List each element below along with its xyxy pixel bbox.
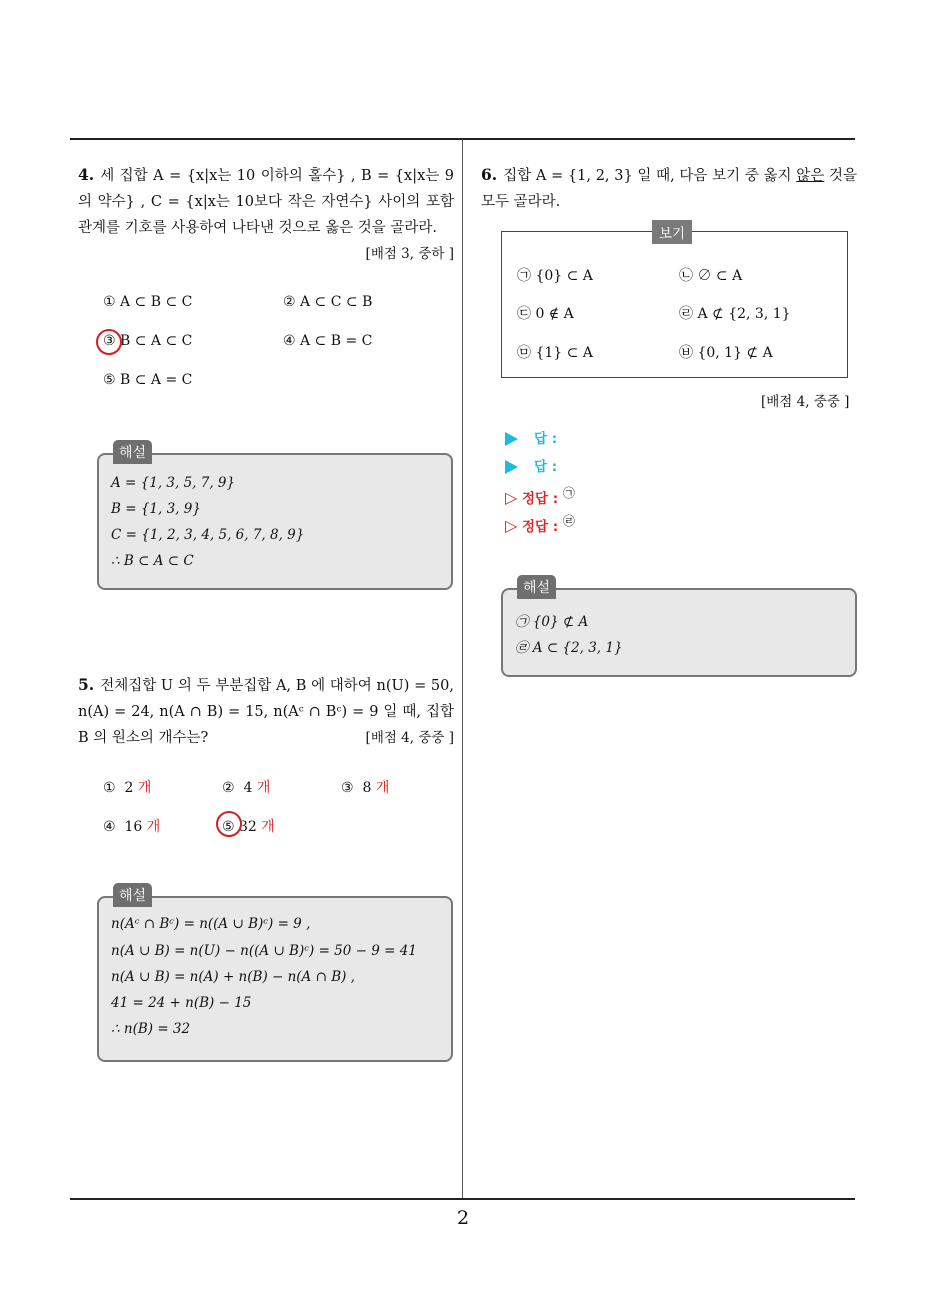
score-label: [배점 4, 중중 ]: [365, 730, 454, 746]
bottom-rule: [70, 1198, 855, 1200]
option-4[interactable]: ④ 16 개: [103, 819, 161, 835]
explanation-tag: 해설: [113, 440, 152, 464]
option-5[interactable]: ⑤ B ⊂ A = C: [103, 372, 193, 388]
explanation-line: n(A ∪ B) = n(A) + n(B) − n(A ∩ B) ,: [111, 969, 355, 985]
question-text-tail: 것을 모두 골라라.: [481, 168, 857, 210]
correct-answer-row: ▷ 정답 : ㉠: [505, 486, 575, 507]
question-6: [481, 162, 857, 215]
bogi-tag: 보기: [652, 220, 692, 244]
explanation-line: B = {1, 3, 9}: [111, 501, 201, 517]
question-text: 전체집합 U 의 두 부분집합 A, B 에 대하여 n(U) = 50, n(A) = 24, n(A ∩ B) = 15, n(Aᶜ ∩ Bᶜ) = 9 일 때, 집합 B 의 원소의 개수는?: [78, 678, 454, 746]
explanation-line: n(Aᶜ ∩ Bᶜ) = n((A ∪ B)ᶜ) = 9 ,: [111, 916, 311, 932]
answer-row[interactable]: 답 :: [505, 455, 557, 475]
explanation-line: A = {1, 3, 5, 7, 9}: [111, 475, 236, 491]
question-4: [78, 162, 454, 267]
option-5[interactable]: ⑤ 32 개: [222, 819, 275, 835]
explanation-line: C = {1, 2, 3, 4, 5, 6, 7, 8, 9}: [111, 527, 305, 543]
option-3[interactable]: ③ B ⊂ A ⊂ C: [103, 333, 193, 349]
explanation-line: 41 = 24 + n(B) − 15: [111, 995, 252, 1011]
question-text: 세 집합 A = {x|x는 10 이하의 홀수} , B = {x|x는 9의 약수} , C = {x|x는 10보다 작은 자연수} 사이의 포함관계를 기호를 사용하여 나타낸 것으로 옳은 것을 골라라.: [78, 168, 454, 236]
bogi-item: ㉠ {0} ⊂ A: [517, 268, 593, 284]
bogi-item: ㉣ A ⊄ {2, 3, 1}: [679, 306, 791, 322]
explanation-line: ∴ n(B) = 32: [111, 1021, 191, 1037]
page-number: 2: [456, 1207, 470, 1229]
triangle-outline-icon: ▷: [505, 488, 518, 507]
question-number: 5.: [78, 675, 95, 694]
triangle-icon: [505, 460, 518, 474]
column-divider: [462, 139, 463, 1199]
bogi-item: ㉢ 0 ∉ A: [517, 306, 574, 322]
underlined-text: 않은: [796, 168, 825, 184]
question-number: 6.: [481, 165, 498, 184]
question-5: [78, 672, 454, 751]
question-number: 4.: [78, 165, 95, 184]
selected-answer-mark: [216, 811, 242, 837]
explanation-line: n(A ∪ B) = n(U) − n((A ∪ B)ᶜ) = 50 − 9 = 41: [111, 943, 417, 959]
option-2[interactable]: ② A ⊂ C ⊂ B: [283, 294, 373, 310]
explanation-box-q4: [97, 453, 453, 590]
selected-answer-mark: [96, 329, 122, 355]
triangle-outline-icon: ▷: [505, 516, 518, 535]
score-label: [배점 3, 중하 ]: [365, 246, 454, 262]
option-4[interactable]: ④ A ⊂ B = C: [283, 333, 373, 349]
answer-row[interactable]: 답 :: [505, 427, 557, 447]
triangle-icon: [505, 432, 518, 446]
option-3[interactable]: ③ 8 개: [341, 780, 390, 796]
correct-answer-row: ▷ 정답 : ㉣: [505, 514, 575, 535]
option-1[interactable]: ① A ⊂ B ⊂ C: [103, 294, 193, 310]
option-2[interactable]: ② 4 개: [222, 780, 271, 796]
explanation-tag: 해설: [113, 883, 152, 907]
explanation-line: ㉠ {0} ⊄ A: [515, 614, 589, 630]
explanation-tag: 해설: [517, 575, 556, 599]
bogi-item: ㉡ ∅ ⊂ A: [679, 268, 743, 284]
score-label: [배점 4, 중중 ]: [761, 394, 850, 410]
bogi-item: ㉤ {1} ⊂ A: [517, 345, 593, 361]
explanation-line: ㉣ A ⊂ {2, 3, 1}: [515, 640, 623, 656]
explanation-box-q6: [501, 588, 857, 677]
question-text: 집합 A = {1, 2, 3} 일 때, 다음 보기 중 옳지: [503, 168, 797, 184]
explanation-line: ∴ B ⊂ A ⊂ C: [111, 553, 194, 569]
bogi-item: ㉥ {0, 1} ⊄ A: [679, 345, 773, 361]
option-1[interactable]: ① 2 개: [103, 780, 152, 796]
